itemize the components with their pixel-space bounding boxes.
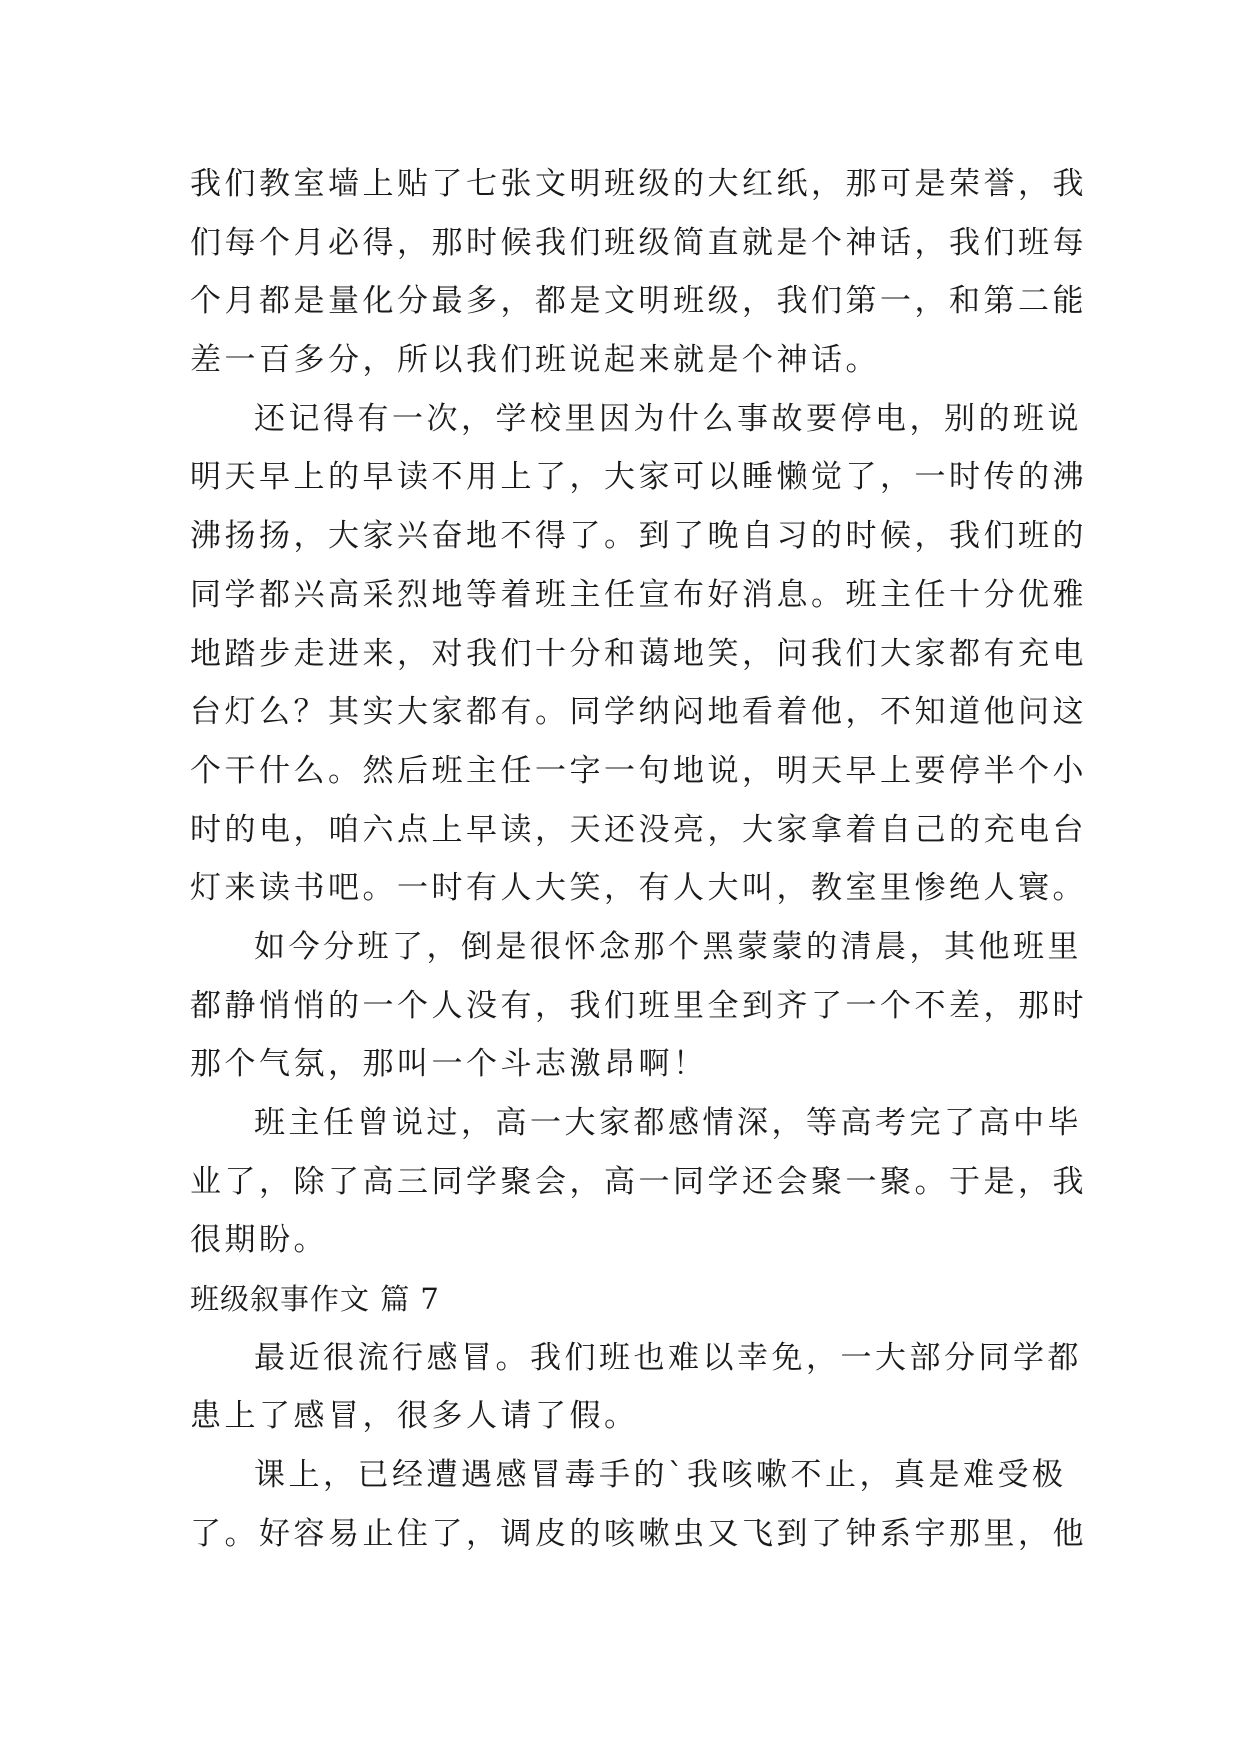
text-line: 都静悄悄的一个人没有，我们班里全到齐了一个不差，那时 bbox=[190, 987, 1087, 1024]
text-line: 那个气氛，那叫一个斗志激昂啊！ bbox=[190, 1046, 708, 1083]
document-body bbox=[190, 155, 1087, 1564]
text-line: 灯来读书吧。一时有人大笑，有人大叫，教室里惨绝人寰。 bbox=[190, 870, 1087, 907]
paragraph bbox=[190, 918, 1087, 1094]
text-line: 患上了感冒，很多人请了假。 bbox=[190, 1398, 639, 1435]
text-line: 了。好容易止住了，调皮的咳嗽虫又飞到了钟系宇那里，他 bbox=[190, 1515, 1087, 1552]
text-line: 班主任曾说过，高一大家都感情深，等高考完了高中毕 bbox=[254, 1105, 1082, 1141]
text-line: 明天早上的早读不用上了，大家可以睡懒觉了，一时传的沸 bbox=[190, 459, 1087, 496]
text-line: 地踏步走进来，对我们十分和蔼地笑，问我们大家都有充电 bbox=[190, 635, 1087, 672]
text-line: 个干什么。然后班主任一字一句地说，明天早上要停半个小 bbox=[190, 752, 1087, 789]
text-line: 同学都兴高采烈地等着班主任宣布好消息。班主任十分优雅 bbox=[190, 576, 1087, 613]
text-line: 差一百多分，所以我们班说起来就是个神话。 bbox=[190, 342, 880, 379]
text-line: 很期盼。 bbox=[190, 1222, 328, 1259]
paragraph bbox=[190, 1329, 1082, 1446]
text-line: 我们教室墙上贴了七张文明班级的大红纸，那可是荣誉，我 bbox=[190, 166, 1087, 202]
text-line: 课上，已经遭遇感冒毒手的`我咳嗽不止，真是难受极 bbox=[254, 1457, 1067, 1494]
text-line: 业了，除了高三同学聚会，高一同学还会聚一聚。于是，我 bbox=[190, 1163, 1087, 1200]
text-line: 还记得有一次，学校里因为什么事故要停电，别的班说 bbox=[254, 400, 1082, 437]
paragraph bbox=[190, 1446, 1087, 1563]
text-line: 时的电，咱六点上早读，天还没亮，大家拿着自己的充电台 bbox=[190, 811, 1087, 848]
text-line: 如今分班了，倒是很怀念那个黑蒙蒙的清晨，其他班里 bbox=[254, 928, 1082, 965]
paragraph bbox=[190, 390, 1087, 918]
text-line: 个月都是量化分最多，都是文明班级，我们第一，和第二能 bbox=[190, 283, 1087, 320]
paragraph bbox=[190, 1094, 1087, 1270]
section-heading: 班级叙事作文 篇 7 bbox=[190, 1282, 440, 1317]
text-line: 沸扬扬，大家兴奋地不得了。到了晚自习的时候，我们班的 bbox=[190, 518, 1087, 555]
text-line: 们每个月必得，那时候我们班级简直就是个神话，我们班每 bbox=[190, 224, 1087, 261]
paragraph bbox=[190, 155, 1087, 390]
text-line: 最近很流行感冒。我们班也难以幸免，一大部分同学都 bbox=[254, 1339, 1082, 1376]
text-line: 台灯么？其实大家都有。同学纳闷地看着他，不知道他问这 bbox=[190, 694, 1087, 731]
